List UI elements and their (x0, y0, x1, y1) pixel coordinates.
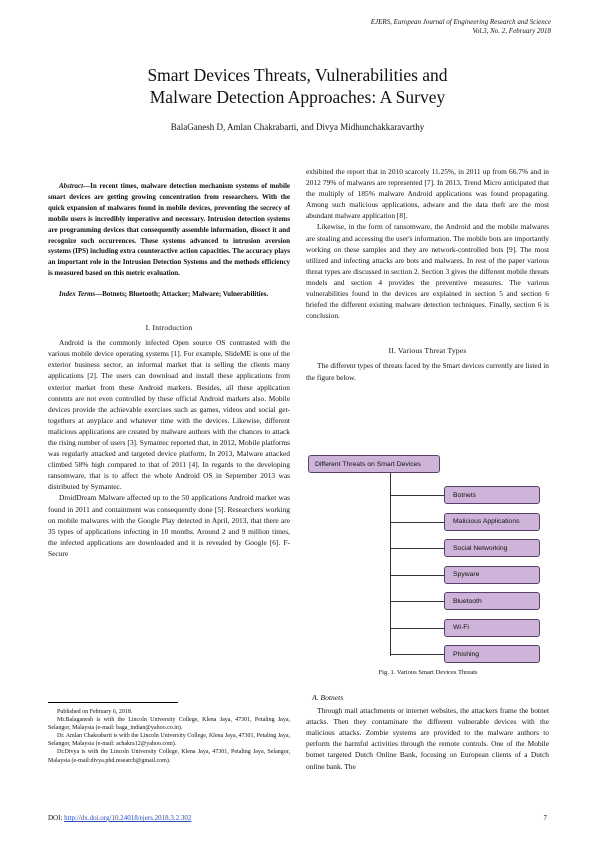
journal-volume: Vol.3, No. 2, February 2018 (472, 27, 551, 35)
figure-branch-line (390, 495, 444, 496)
figure-trunk-line (390, 473, 391, 656)
journal-name: EJERS, European Journal of Engineering Research and Science (370, 18, 551, 26)
figure-threat-box: Botnets (444, 486, 540, 504)
figure-root-box: Different Threats on Smart Devices (308, 455, 440, 473)
figure-threat-box: Bluetooth (444, 592, 540, 610)
figure-threat-box: Malicious Applications (444, 513, 540, 531)
left-column (48, 181, 290, 559)
threats-figure (308, 453, 548, 665)
figure-threat-box: Wi-Fi (444, 619, 540, 637)
author-list: BalaGanesh D, Amlan Chakrabarti, and Divya Midhunchakkaravarthy (170, 122, 425, 132)
abstract-text: In recent times, malware detection mechanism systems of mobile smart devices are getting growing concentration from researchers. With the quick expansion of malwares found in mobile devices, preventing the secrecy of mobile users is incredibly imperative and necessary. Intrusion detection systems are programming devices that consequently assemble information, dissect it and recognize such occurrences. These systems advanced to intrusion aversion systems (IPS) including extra counteractive action capacities. The accuracy plays an important role in the Intrusion Detection Systems and the methods efficiency is measured based on this metric evaluation. (48, 182, 290, 278)
right-column-bottom (306, 692, 549, 772)
botnets-paragraph: Through mail attachments or internet websites, the attackers frame the botnet attacks. Then they contaminate the different vulnerable devices with the malicious attacks. Zombie systems are provided to the malware authors to perform the harmful activities through the remote controls. One of the Mobile botnet targeted Dutch Online Bank, focusing on European clients of a Dutch online bank. The (306, 706, 549, 771)
intro-paragraph-2: DroidDream Malware affected up to the 50 applications Android market was found in 2011 and containment was consequently done [5]. Researchers working on mobile malwares with the Google Play detected in April, 2013, that there are 35 types of applications infecting in 10 months. Around 2 and 9 million times, the infected applications are downloaded and it is revealed by Google [6]. F-Secure (48, 493, 290, 558)
figure-branch-line (390, 522, 444, 523)
doi-link[interactable]: http://dx.doi.org/10.24018/ejers.2018.3.2.302 (64, 814, 192, 822)
figure-branch-line (390, 628, 444, 629)
footnotes (48, 708, 290, 765)
figure-branch-line (390, 548, 444, 549)
right-paragraph-2: Likewise, in the form of ransomware, the Android and the mobile malwares are stealing and accessing the user's information. The mobile bots are importantly working on these samples and they are network-controlled bots [9]. The most utilized and infecting attacks are bots and malwares. In rest of the paper various threat types are discussed in section 2. Section 3 gives the different mobile threats models and section 4 provides the preventive measures. The various vulnerabilities found in the devices are explained in section 5 and section 6 briefed the different existing malware detection techniques. Finally, section 6 is conclusion. (306, 222, 549, 321)
figure-threat-box: Phishing (444, 645, 540, 663)
abstract (48, 181, 290, 279)
doi-label: DOI: (48, 814, 65, 822)
figure-branch-line (390, 654, 444, 655)
intro-paragraph-1: Android is the commonly infected Open source OS contrasted with the various mobile device operating systems [1]. For example, SlideME is one of the exterior business sector, an informal market that is selling the clients many applications [2]. The users can download and install these applications from exterior market from these Android markets. Besides, all these application contents are not even controlled by these official Android markets also. Mobile devices provide the achievable exercises such as games, videos and social get-togethers at anyplace and whatever time with the devices. Likewise, different malicious applications are created by malware authors with the chances to attack the rising number of users [3]. Symantec reported that, in 2012, Mobile platforms was regularly attacked and targeted device platform, In 2013, Malware attacked climbed 58% high compared to that of 2011 [4]. In regards to the developing ransomware, that is to affect the whole Android OS in September 2013 was distributed by Symantec. (48, 338, 290, 492)
footnote-author-2: Dr. Amlan Chakrabarti is with the Lincoln University College, Klena Jaya, 47301, Petaling Jaya, Selangor, Malaysia (e-mail: achakra12@yahoo.com). (48, 733, 290, 748)
footnote-author-3: Dr.Divya is with the Lincoln University College, Klena Jaya, 47301, Petaling Jaya, Selangor, Malaysia (e-mail:divya.phd.research@gmail.com). (48, 749, 290, 764)
figure-branch-line (390, 575, 444, 576)
title-line-1: Smart Devices Threats, Vulnerabilities and (147, 65, 448, 85)
paper-title (0, 64, 595, 108)
running-header (371, 18, 551, 36)
section-heading-threat-types: II. Various Threat Types (388, 346, 467, 356)
index-terms-text: Botnets; Bluetooth; Attacker; Malware; Vulnerabilities. (102, 290, 269, 299)
index-terms (48, 289, 290, 300)
figure-branch-line (390, 601, 444, 602)
right-paragraph-1: exhibited the report that in 2010 scarcely 11.25%, in 2011 up from 66.7% and in 2012 79% of malwares are represented [7]. In 2013, Trend Micro anticipated that the multiply of 185% malware Android applications was found propagating. Among such malicious applications, adware and the data theft are the most abundant malware application [8]. (306, 167, 549, 221)
index-terms-label: Index Terms— (59, 290, 103, 299)
figure-threat-box: Social Networking (444, 539, 540, 557)
subsection-heading-botnets: A. Botnets (312, 693, 344, 702)
page-number: 7 (543, 814, 547, 822)
figure-threat-box: Spyware (444, 566, 540, 584)
right-column-top (306, 166, 549, 383)
footnote-published: Published on February 6, 2018. (57, 709, 133, 715)
footnote-divider (48, 702, 178, 703)
figure-caption: Fig. 1. Various Smart Devices Threats (378, 669, 478, 676)
abstract-label: Abstract— (59, 182, 91, 190)
section2-paragraph: The different types of threats faced by the Smart devices currently are listed in the figure below. (306, 361, 549, 382)
section-heading-introduction: I. Introduction (145, 323, 193, 333)
footnote-author-1: Mr.Balaganesh is with the Lincoln University College, Klena Jaya, 47301, Petaling Jaya, Selangor, Malaysia (e-mail: baga_indian@yahoo.co.in). (48, 717, 290, 732)
doi-line (48, 814, 191, 822)
title-line-2: Malware Detection Approaches: A Survey (149, 87, 446, 107)
